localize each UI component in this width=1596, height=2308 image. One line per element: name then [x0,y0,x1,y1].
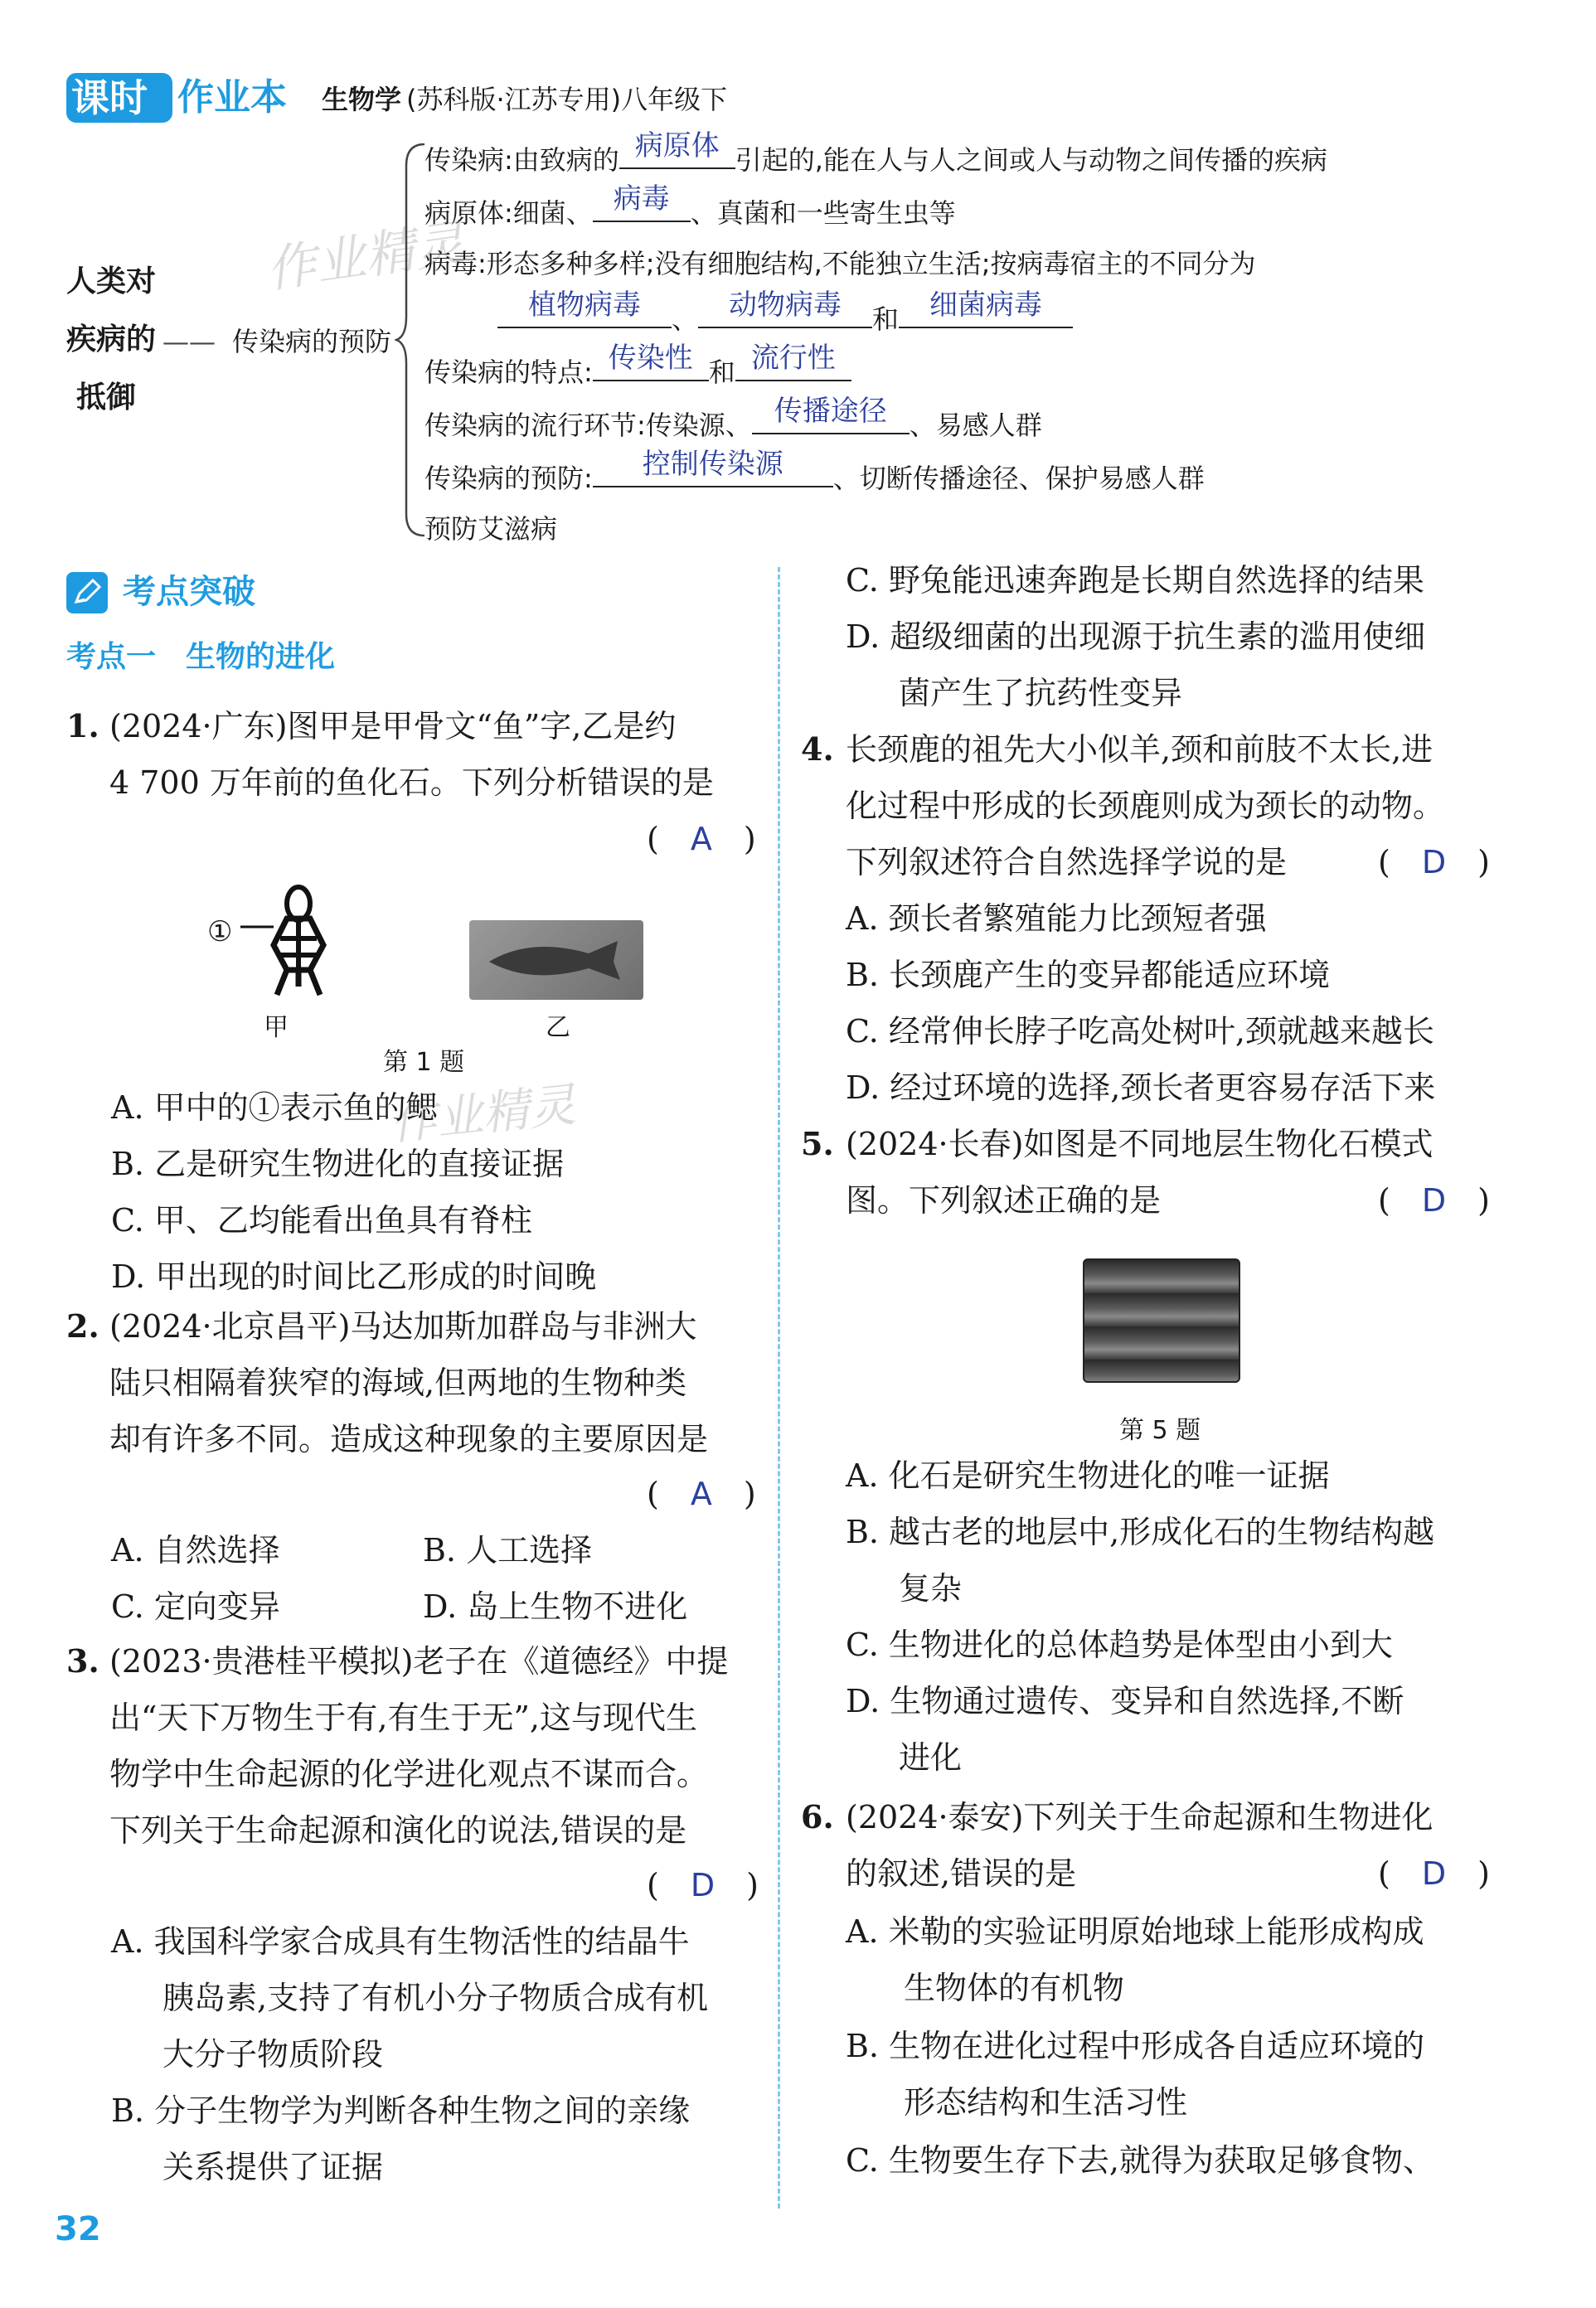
map-root-line2: 疾病的 [66,322,157,356]
q5-option-c: C. 生物进化的总体趋势是体型由小到大 [846,1627,1393,1663]
map-row-1: 传染病:由致病的 病原体 引起的,能在人与人之间或人与动物之间传播的疾病 [424,129,1327,176]
q6-number: 6. [801,1798,834,1835]
header-edition: (苏科版·江苏专用)八年级下 [406,84,728,115]
q1-number: 1. [66,707,99,744]
q3-option-b: B. 分子生物学为判断各种生物之间的亲缘 [111,2092,691,2129]
answer: 流行性 [750,342,836,375]
watermark: 作业精灵 [262,214,468,300]
map-row-7: 传染病的预防: 控制传染源 、切断传播途径、保护易感人群 [424,448,1205,494]
header-subject: 生物学 [322,84,402,115]
map-bracket [395,141,428,539]
q1-oracle-mark: ① [207,915,233,948]
map-row-5: 传染病的特点: 传染性 和 流行性 [424,353,851,389]
q1-option-c: C. 甲、乙均能看出鱼具有脊柱 [111,1202,532,1239]
q3-answer: ( D ) [647,1867,759,1903]
answer: 植物病毒 [528,288,641,322]
q6-answer: ( D ) [1378,1855,1490,1892]
q6-option-a: A. 米勒的实验证明原始地球上能形成构成 [846,1913,1424,1950]
q4-answer: ( D ) [1378,844,1490,880]
answer: 动物病毒 [729,288,842,322]
header-title: 作业本 [177,76,287,119]
q6-stem-1: (2024·泰安)下列关于生命起源和生物进化 [846,1799,1433,1835]
q1-caption: 第 1 题 [383,1048,465,1077]
q6-stem-2: 的叙述,错误的是 [846,1855,1077,1892]
q6-option-c: C. 生物要生存下去,就得为获取足够食物、 [846,2142,1434,2179]
q5-option-d-cont: 进化 [899,1739,963,1776]
section-title: 考点突破 [123,573,255,611]
q1-answer: ( A ) [647,821,756,857]
q4-stem-1: 长颈鹿的祖先大小似羊,颈和前肢不太长,进 [846,731,1433,768]
q4-stem-3: 下列叙述符合自然选择学说的是 [846,844,1288,880]
q5-option-b: B. 越古老的地层中,形成化石的生物结构越 [846,1514,1435,1550]
answer: 传播途径 [774,395,887,428]
q4-option-a: A. 颈长者繁殖能力比颈短者强 [846,900,1267,937]
q1-option-a: A. 甲中的①表示鱼的鳃 [111,1089,438,1126]
q3-option-a-cont: 大分子物质阶段 [163,2036,384,2073]
pencil-icon [71,577,103,609]
q4-option-b: B. 长颈鹿产生的变异都能适应环境 [846,957,1331,993]
q3-stem-2: 出“天下万物生于有,有生于无”,这与现代生 [109,1699,698,1736]
answer: 细菌病毒 [929,288,1043,322]
q4-number: 4. [801,730,834,768]
q5-option-d: D. 生物通过遗传、变异和自然选择,不断 [846,1683,1404,1719]
strata-fossil-image [1083,1258,1240,1383]
q2-option-c: C. 定向变异 [111,1588,280,1625]
q4-option-d: D. 经过环境的选择,颈长者更容易存活下来 [846,1069,1436,1106]
map-row-6: 传染病的流行环节:传染源、 传播途径 、易感人群 [424,395,1042,441]
answer: 传染性 [608,342,693,375]
map-root-line1: 人类对 [66,264,157,298]
q6-option-b-cont: 形态结构和生活习性 [904,2084,1188,2121]
answer: 病毒 [613,182,670,216]
q3-option-d-cont: 菌产生了抗药性变异 [899,675,1183,711]
q3-option-b-cont: 关系提供了证据 [163,2149,384,2185]
q2-option-a: A. 自然选择 [111,1532,280,1569]
fossil-fish [481,929,630,992]
q3-stem-1: (2023·贵港桂平模拟)老子在《道德经》中提 [109,1643,729,1680]
q5-answer: ( D ) [1378,1182,1490,1219]
q5-stem-1: (2024·长春)如图是不同地层生物化石模式 [846,1126,1433,1162]
q5-number: 5. [801,1125,834,1162]
oracle-fish-glyph [232,879,348,1003]
q4-stem-2: 化过程中形成的长颈鹿则成为颈长的动物。 [846,788,1445,824]
q1-option-d: D. 甲出现的时间比乙形成的时间晚 [111,1258,597,1295]
map-row-2: 病原体:细菌、 病毒 、真菌和一些寄生虫等 [424,182,956,229]
section-subtitle: 考点一 生物的进化 [66,640,336,674]
q2-answer: ( A ) [647,1476,756,1512]
answer: 病原体 [634,129,720,162]
map-row-4: 植物病毒 、 动物病毒 和 细菌病毒 [497,300,1073,336]
q3-option-d: D. 超级细菌的出现源于抗生素的滥用使细 [846,618,1426,655]
q5-caption: 第 5 题 [1119,1416,1201,1445]
q3-option-a-cont: 胰岛素,支持了有机小分子物质合成有机 [163,1980,709,2016]
column-divider [778,567,780,2209]
q3-number: 3. [66,1642,99,1680]
map-root-line3: 抵御 [76,381,137,415]
header-logo-text: 课时 [71,75,148,120]
q2-stem-3: 却有许多不同。造成这种现象的主要原因是 [109,1421,709,1457]
q6-option-a-cont: 生物体的有机物 [904,1970,1125,2006]
q2-option-b: B. 人工选择 [423,1532,593,1569]
q5-option-b-cont: 复杂 [899,1570,963,1607]
map-row-3: 病毒:形态多种多样;没有细胞结构,不能独立生活;按病毒宿主的不同分为 [424,248,1256,279]
watermark: 作业精灵 [387,1078,579,1152]
q5-option-a: A. 化石是研究生物进化的唯一证据 [846,1457,1330,1494]
map-dash: —— [163,326,216,357]
q6-option-b: B. 生物在进化过程中形成各自适应环境的 [846,2028,1425,2064]
q4-option-c: C. 经常伸长脖子吃高处树叶,颈就越来越长 [846,1013,1434,1050]
q2-option-d: D. 岛上生物不进化 [423,1588,688,1625]
q1-fig-b-label: 乙 [546,1013,570,1042]
page-number: 32 [55,2210,101,2248]
q5-stem-2: 图。下列叙述正确的是 [846,1182,1162,1219]
q1-stem-2: 4 700 万年前的鱼化石。下列分析错误的是 [109,764,714,801]
q2-number: 2. [66,1307,99,1345]
q3-option-a: A. 我国科学家合成具有生物活性的结晶牛 [111,1923,690,1960]
q1-option-b: B. 乙是研究生物进化的直接证据 [111,1146,565,1182]
map-branch: 传染病的预防 [232,326,392,357]
q3-option-c: C. 野兔能迅速奔跑是长期自然选择的结果 [846,562,1424,599]
q3-stem-4: 下列关于生命起源和演化的说法,错误的是 [109,1812,687,1849]
q2-stem-1: (2024·北京昌平)马达加斯加群岛与非洲大 [109,1308,697,1345]
map-row-8: 预防艾滋病 [424,513,558,545]
q2-stem-2: 陆只相隔着狭窄的海域,但两地的生物种类 [109,1365,687,1401]
q1-fig-a-label: 甲 [264,1013,289,1042]
q1-stem-1: (2024·广东)图甲是甲骨文“鱼”字,乙是约 [109,708,677,744]
answer: 控制传染源 [642,448,783,481]
q3-stem-3: 物学中生命起源的化学进化观点不谋而合。 [109,1756,709,1792]
